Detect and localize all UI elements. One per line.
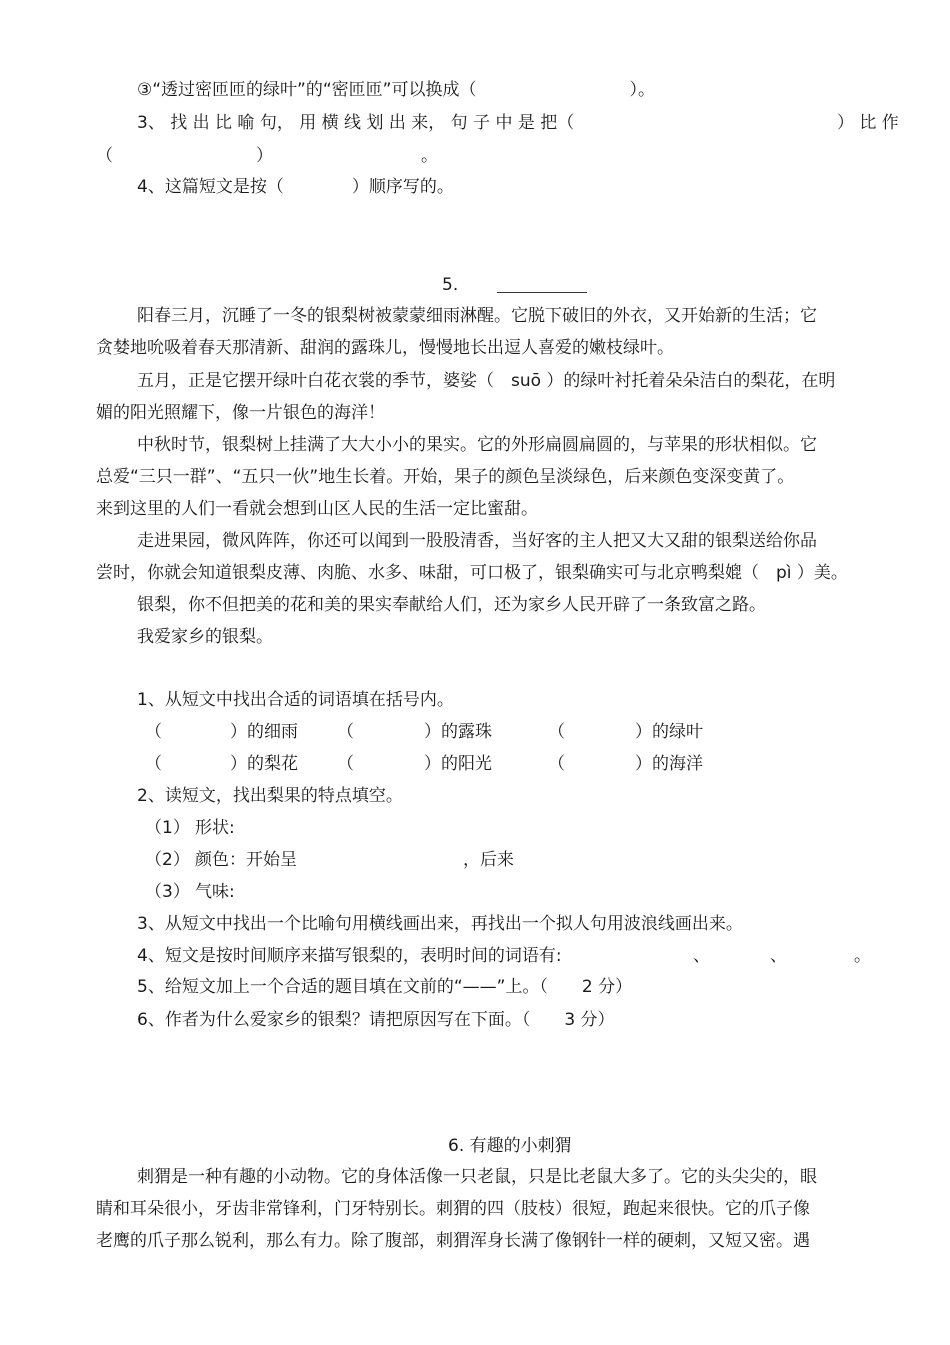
- period: 。: [421, 146, 438, 166]
- passage-line: 老鹰的爪子那么锐利，那么有力。除了腹部，刺猬浑身长满了像钢针一样的硬刺，又短又密。遇: [96, 1231, 810, 1251]
- question-1: 1、从短文中找出合适的词语填在括号内。: [137, 690, 454, 710]
- passage-line: 走进果园，微风阵阵，你还可以闻到一股股清香，当好客的主人把又大又甜的银梨送给你品: [137, 531, 817, 551]
- passage-line: 媚的阳光照耀下，像一片银色的海洋！: [96, 403, 385, 423]
- close-paren: ）: [256, 146, 273, 166]
- question-2-3-line: ③“透过密匝匝的绿叶”的“密匝匝”可以换成（ ）。: [137, 80, 655, 100]
- passage-line: 总爱“三只一群”、“五只一伙”地生长着。开始，果子的颜色呈淡绿色，后来颜色变深变黄了。: [96, 467, 795, 487]
- open-paren: （: [337, 754, 354, 774]
- question-3-compare-label: ） 比 作: [837, 113, 899, 133]
- item-number: （2）: [145, 850, 190, 870]
- question-2: 2、读短文，找出梨果的特点填空。: [137, 786, 403, 806]
- question-5: 5、给短文加上一个合适的题目填在文前的“——”上。（ 2 分）: [137, 977, 633, 997]
- section-6-title: 6. 有趣的小刺猬: [448, 1136, 572, 1156]
- passage-line: 睛和耳朵很小，牙齿非常锋利，门牙特别长。刺猬的四（肢枝）很短，跑起来很快。它的爪子像: [96, 1199, 810, 1219]
- question-4-line: 4、这篇短文是按（ ）顺序写的。: [137, 177, 454, 197]
- passage-line: 中秋时节，银梨树上挂满了大大小小的果实。它的外形扁圆扁圆的，与苹果的形状相似。它: [137, 435, 817, 455]
- passage-line: 来到这里的人们一看就会想到山区人民的生活一定比蜜甜。: [96, 499, 538, 519]
- passage-line: 五月，正是它摆开绿叶白花衣裳的季节，婆娑（ suō ）的绿叶衬托着朵朵洁白的梨花，在明: [137, 371, 836, 391]
- question-3-text: 3、 找 出 比 喻 句， 用 横 线 划 出 来， 句 子 中 是 把（: [137, 113, 575, 133]
- open-paren: （: [548, 722, 565, 742]
- question-3: 3、从短文中找出一个比喻句用横线画出来，再找出一个拟人句用波浪线画出来。: [137, 914, 743, 934]
- item-label: 颜色：开始呈: [195, 850, 297, 870]
- blank-label: ）的绿叶: [635, 722, 703, 742]
- passage-line: 银梨，你不但把美的花和美的果实奉献给人们，还为家乡人民开辟了一条致富之路。: [137, 595, 766, 615]
- question-4-text: 4、短文是按时间顺序来描写银梨的，表明时间的词语有:: [137, 946, 562, 966]
- open-paren: （: [96, 146, 113, 166]
- question-6: 6、作者为什么爱家乡的银梨？请把原因写在下面。（ 3 分）: [137, 1010, 615, 1030]
- open-paren: （: [145, 722, 162, 742]
- item-label: 形状:: [195, 818, 235, 838]
- item-number: （3）: [145, 882, 190, 902]
- passage-line: 阳春三月，沉睡了一冬的银梨树被蒙蒙细雨淋醒。它脱下破旧的外衣，又开始新的生活；它: [137, 306, 817, 326]
- item-number: （1）: [145, 818, 190, 838]
- blank-label: ）的露珠: [424, 722, 492, 742]
- title-blank-line: [497, 292, 587, 293]
- blank-label: ）的细雨: [230, 722, 298, 742]
- open-paren: （: [548, 754, 565, 774]
- period: 。: [854, 946, 871, 966]
- separator: 、: [770, 946, 787, 966]
- open-paren: （: [337, 722, 354, 742]
- blank-label: ）的梨花: [230, 754, 298, 774]
- separator: 、: [693, 946, 710, 966]
- passage-line: 贪婪地吮吸着春天那清新、甜润的露珠儿，慢慢地长出逗人喜爱的嫩枝绿叶。: [96, 338, 674, 358]
- item-label: 气味:: [195, 882, 235, 902]
- item-tail: ，后来: [463, 850, 514, 870]
- passage-line: 我爱家乡的银梨。: [137, 627, 273, 647]
- passage-line: 刺猬是一种有趣的小动物。它的身体活像一只老鼠，只是比老鼠大多了。它的头尖尖的，眼: [137, 1167, 817, 1187]
- passage-line: 尝时，你就会知道银梨皮薄、肉脆、水多、味甜，可口极了，银梨确实可与北京鸭梨媲（ pì ）美。: [96, 563, 848, 583]
- section-5-number: 5.: [442, 275, 459, 295]
- blank-label: ）的海洋: [635, 754, 703, 774]
- blank-label: ）的阳光: [424, 754, 492, 774]
- open-paren: （: [145, 754, 162, 774]
